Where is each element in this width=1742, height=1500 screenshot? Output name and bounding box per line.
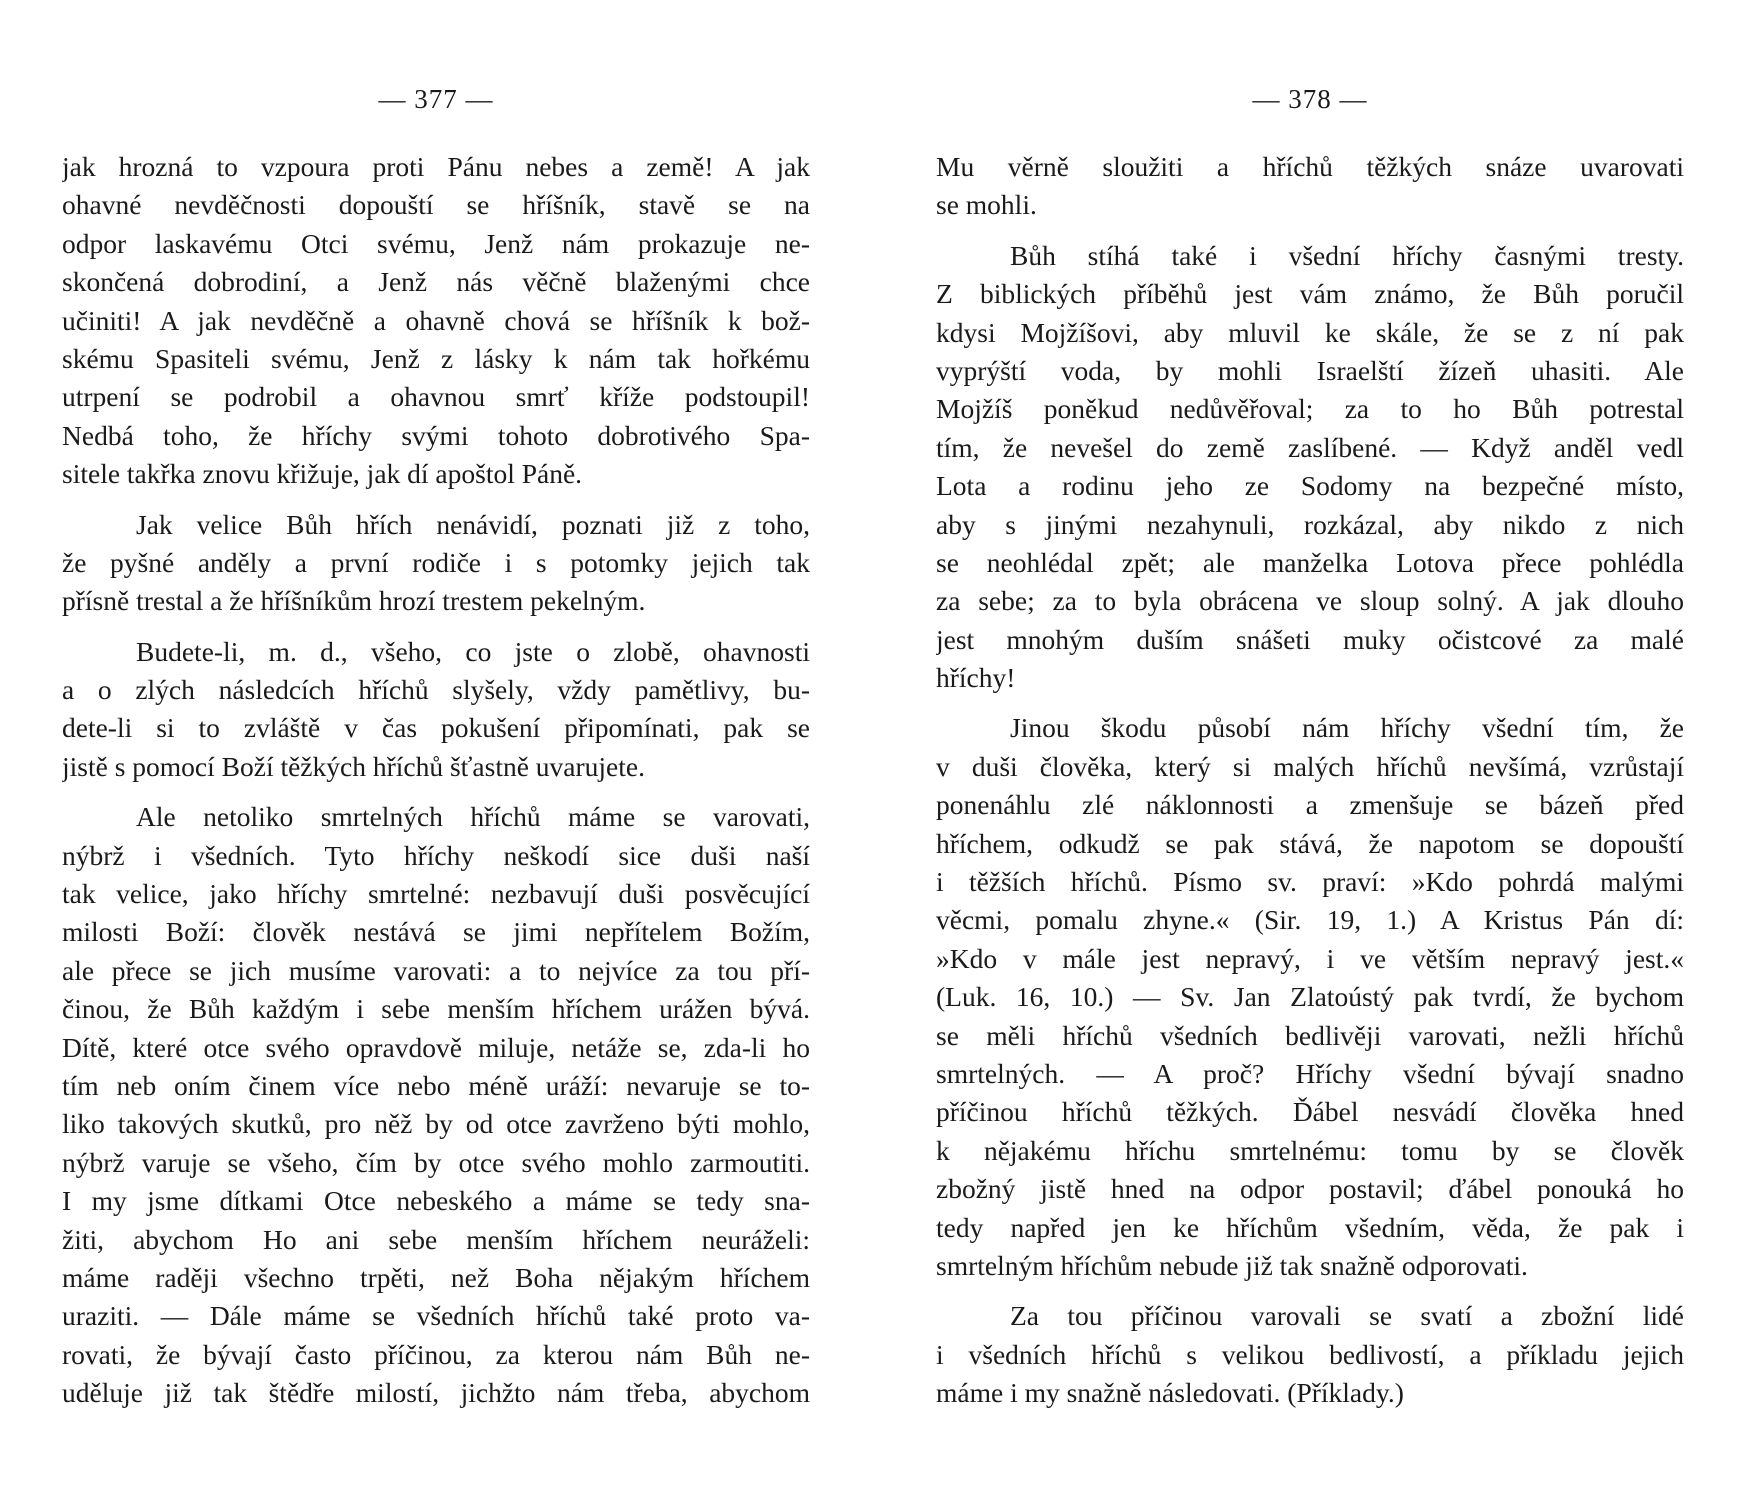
- paragraph: [62, 506, 810, 621]
- text-line: (Luk. 16, 10.) — Sv. Jan Zlatoústý pak tvrdí, že bychom: [936, 981, 1684, 1013]
- text-line: nýbrž i všedních. Tyto hříchy neškodí sice duši naší: [62, 839, 810, 871]
- text-line: Z biblických příběhů jest vám známo, že Bůh poručil: [936, 278, 1684, 310]
- text-line: v duši člověka, který si malých hříchů nevšímá, vzrůstají: [936, 750, 1684, 782]
- paragraph: [62, 633, 810, 787]
- text-line: aby s jinými nezahynuli, rozkázal, aby nikdo z nich: [936, 508, 1684, 540]
- text-line: ponenáhlu zlé náklonnosti a zmenšuje se bázeň před: [936, 789, 1684, 821]
- text-line: »Kdo v málе jest nepravý, i ve větším nepravý jest.«: [936, 942, 1684, 974]
- text-line: zbožný jistě hned na odpor postavil; ďábel ponouká ho: [936, 1173, 1684, 1205]
- paragraph: [936, 148, 1684, 225]
- text-line: tak velice, jako hříchy smrtelné: nezbavují duši posvěcující: [62, 878, 810, 910]
- text-line: máme raději všechno trpěti, než Boha nějakým hříchem: [62, 1261, 810, 1293]
- text-line: rovati, že bývají často příčinou, za kterou nám Bůh ne-: [62, 1338, 810, 1370]
- text-line: jest mnohým duším snášeti muky očistcové za malé: [936, 623, 1684, 655]
- left-page: [62, 0, 810, 1500]
- text-line: Jak velice Bůh hřích nenávidí, poznati již z toho,: [136, 508, 810, 540]
- text-line: Budete-li, m. d., všeho, co jste o zlobě, ohavnosti: [136, 635, 810, 667]
- text-line: jak hrozná to vzpoura proti Pánu nebes a země! A jak: [62, 151, 810, 182]
- text-line: i všedních hříchů s velikou bedlivostí, a příkladu jejich: [936, 1338, 1684, 1370]
- text-line: Mojžíš poněkud nedůvěřoval; za to ho Bůh potrestal: [936, 393, 1684, 425]
- text-line: hříchem, odkudž se pak stává, že napotom se dopouští: [936, 827, 1684, 859]
- text-line: liko takových skutků, pro něž by od otce zavrženo býti mohlo,: [62, 1108, 810, 1140]
- text-line: i těžších hříchů. Písmo sv. praví: »Kdo pohrdá malými: [936, 866, 1684, 898]
- text-line: smrtelným hříchům nebude již tak snažně odporovati.: [936, 1249, 1528, 1281]
- paragraph: [936, 237, 1684, 698]
- text-line: smrtelných. — A proč? Hříchy všední bývají snadno: [936, 1057, 1684, 1089]
- text-line: tím, že nevešel do země zaslíbené. — Když anděl vedl: [936, 431, 1684, 463]
- text-line: se mohli.: [936, 189, 1037, 221]
- text-line: skončená dobrodiní, a Jenž nás věčně blaženými chce: [62, 266, 810, 298]
- page-number-left: — 377 —: [378, 84, 494, 114]
- text-line: se neohlédal zpět; ale manželka Lotova přece pohlédla: [936, 546, 1684, 578]
- left-page-text: [62, 148, 810, 1413]
- text-line: za sebe; za to byla obrácena ve sloup solný. A jak dlouho: [936, 585, 1684, 617]
- text-line: příčinou hříchů těžkých. Ďábel nesvádí člověka hned: [936, 1096, 1684, 1128]
- text-line: I my jsme dítkami Otce nebeského a máme se tedy sna-: [62, 1185, 810, 1217]
- text-line: Dítě, které otce svého opravdově miluje, netáže se, zda-li ho: [62, 1031, 810, 1063]
- text-line: k nějakému hříchu smrtelnému: tomu by se člověk: [936, 1134, 1684, 1166]
- text-line: a o zlých následcích hříchů slyšely, vždy pamětlivy, bu-: [62, 674, 810, 706]
- text-line: uděluje již tak štědře milostí, jichžto nám třeba, abychom: [62, 1377, 810, 1409]
- text-line: učiniti! A jak nevděčně a ohavně chová se hříšník k bož-: [62, 304, 810, 336]
- text-line: milosti Boží: člověk nestává se jimi nepřítelem Božím,: [62, 916, 810, 948]
- text-line: Jinou škodu působí nám hříchy všední tím, že: [1010, 712, 1684, 744]
- paragraph: [62, 148, 810, 494]
- text-line: nýbrž varuje se všeho, čím by otce svého mohlo zarmoutiti.: [62, 1146, 810, 1178]
- text-line: Za tou příčinou varovali se svatí a zbožní lidé: [1010, 1300, 1684, 1332]
- text-line: že pyšné anděly a první rodiče i s potomky jejich tak: [62, 546, 810, 578]
- right-page: [936, 0, 1684, 1500]
- text-line: Bůh stíhá také i všední hříchy časnými tresty.: [1010, 239, 1684, 271]
- right-page-text: [936, 148, 1684, 1413]
- text-line: odpor laskavému Otci svému, Jenž nám prokazuje ne-: [62, 227, 810, 259]
- text-line: tím neb oním činem více nebo méně uráží: nevaruje se to-: [62, 1069, 810, 1101]
- text-line: Nedbá toho, že hříchy svými tohoto dobrotivého Spa-: [62, 419, 810, 451]
- text-line: jistě s pomocí Boží těžkých hříchů šťastně uvarujete.: [62, 750, 645, 782]
- text-line: sitele takřka znovu křižuje, jak dí apoštol Páně.: [62, 458, 583, 490]
- text-line: vyprýští voda, by mohli Israelští žízeň uhasiti. Ale: [936, 354, 1684, 386]
- text-line: žiti, abychom Ho ani sebe menším hříchem neuráželi:: [62, 1223, 810, 1255]
- text-line: Ale netoliko smrtelných hříchů máme se varovati,: [136, 801, 810, 833]
- text-line: máme i my snažně následovati. (Příklady.): [936, 1377, 1404, 1409]
- paragraph: [62, 798, 810, 1412]
- text-line: kdysi Mojžíšovi, aby mluvil ke skále, že se z ní pak: [936, 316, 1684, 348]
- text-line: věcmi, pomalu zhyne.« (Sir. 19, 1.) A Kristus Pán dí:: [936, 904, 1684, 936]
- text-line: Lota a rodinu jeho ze Sodomy na bezpečné místo,: [936, 470, 1684, 502]
- text-line: utrpení se podrobil a ohavnou smrť kříže podstoupil!: [62, 381, 810, 413]
- text-line: skému Spasiteli svému, Jenž z lásky k nám tak hořkému: [62, 342, 810, 374]
- text-line: ohavné nevděčnosti dopouští se hříšník, stavě se na: [62, 189, 810, 221]
- text-line: dete-li si to zvláště v čas pokušení připomínati, pak se: [62, 712, 810, 744]
- paragraph: [936, 709, 1684, 1285]
- text-line: se měli hříchů všedních bedlivěji varovati, nežli hříchů: [936, 1019, 1684, 1051]
- text-line: ale přece se jich musíme varovati: a to nejvíce za tou pří-: [62, 954, 810, 986]
- text-line: činou, že Bůh každým i sebe menším hříchem urážen bývá.: [62, 993, 810, 1025]
- text-line: uraziti. — Dále máme se všedních hříchů také proto va-: [62, 1300, 810, 1332]
- text-line: přísně trestal a že hříšníkům hrozí trestem pekelným.: [62, 585, 646, 617]
- page-number-right: — 378 —: [1252, 84, 1368, 114]
- text-line: tedy napřed jen ke hříchům všedním, věda, že pak i: [936, 1211, 1684, 1243]
- text-line: hříchy!: [936, 662, 1016, 694]
- paragraph: [936, 1297, 1684, 1412]
- text-line: Mu věrně sloužiti a hříchů těžkých snáze uvarovati: [936, 151, 1684, 182]
